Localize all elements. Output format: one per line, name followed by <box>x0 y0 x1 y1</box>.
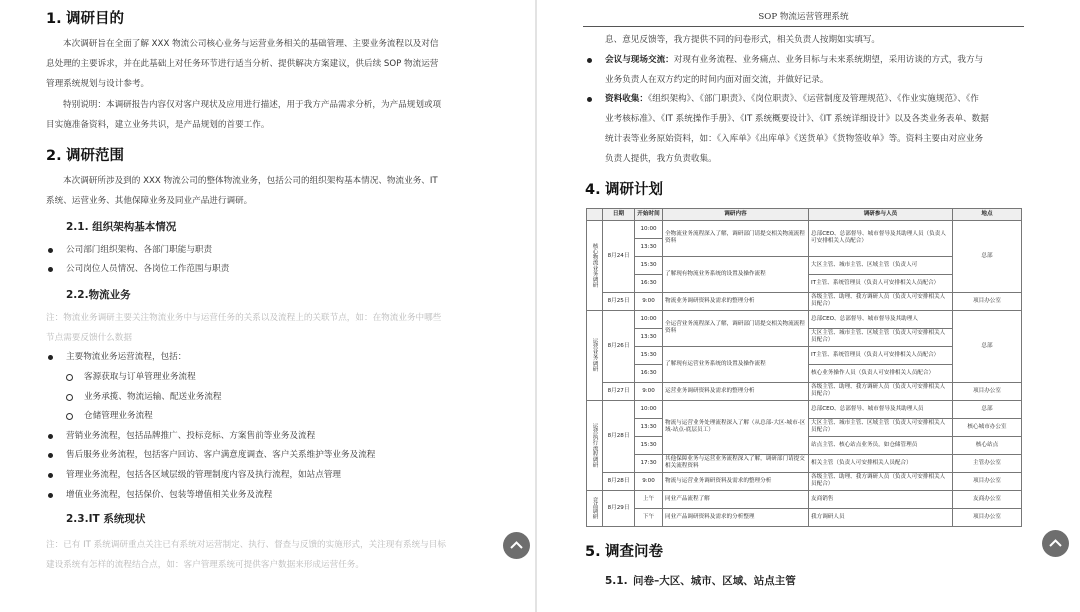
table-row: 竞品调研 8月29日 上午 同业产品流程了解 友商销售 友商办公室 <box>587 490 1022 508</box>
subsection-2-2-heading: 2.2.物流业务 <box>66 288 131 301</box>
table-row: 运营执行流程调研 8月28日 10:00 物流与运营业务处理流程深入了解（从总部-大区-城市-区域-站点-底层员工） 总部CEO、总部督导、城市督导及其助理人员 总部 <box>587 400 1022 418</box>
scroll-top-button-left[interactable] <box>503 532 530 559</box>
list-item: 资料收集：《组织架构》、《部门职责》、《岗位职责》、《运营制度及管理规范》、《作业实施规范》、《作 业考核标准》、《IT 系统操作手册》、《IT 系统概要设计》、《IT 系统详细设计》以及各类业务表单、数据 统计表等业务原始资料，如：《入库单》《出库单》《送货单》《货物签收单》等。资料主要由对应业务 负责人提供，我方负责收集。 <box>585 90 1024 169</box>
group-label: 运营业务调研 <box>587 310 603 400</box>
right-page <box>537 0 1080 612</box>
bullet-icon <box>48 453 53 458</box>
chevron-up-icon <box>1048 536 1063 551</box>
text-line: 业考核标准》、《IT 系统操作手册》、《IT 系统概要设计》、《IT 系统详细设计》以及各类业务表单、数据 <box>605 114 989 125</box>
subsection-5-1-heading: 5.1. 问卷–大区、城市、区域、站点主管 <box>605 574 796 587</box>
section-2-heading <box>46 145 487 167</box>
section-4-heading <box>585 179 1024 201</box>
text-line: 息处理的主要诉求，并在此基础上对任务环节进行适当分析、提供解决方案建议，供后续 SOP 物流运营 <box>46 58 439 69</box>
section-title: 调查问卷 <box>605 543 663 560</box>
scroll-top-button-right[interactable] <box>1042 530 1069 557</box>
list-item: 管理业务流程，包括各区域层级的管理制度内容及执行流程，如站点管理 <box>46 466 487 486</box>
bullet-icon <box>48 267 53 272</box>
table-row: 15:30 了解现有运营业务系统的设置及操作流程 IT主管、系统管理员（负责人可安排相关人员配合） <box>587 346 1022 364</box>
list-item: 会议与现场交流：对现有业务流程、业务痛点、业务目标与未来系统期望，采用访谈的方式，我方与 业务负责人在双方约定的时间内面对面交流，并做好记录。 <box>585 51 1024 91</box>
bullet-icon <box>48 473 53 478</box>
paragraph <box>46 35 487 94</box>
bullet-icon <box>587 97 592 102</box>
table-row: 15:30 站点主管、核心站点业务员，如仓储管理员 核心站点 <box>587 436 1022 454</box>
section-number: 2. <box>46 147 62 164</box>
group-label: 核心物流业务调研 <box>587 220 603 310</box>
table-row: 16:30 IT主管、系统管理员（负责人可安排相关人员配合） <box>587 274 1022 292</box>
section-title: 调研范围 <box>66 147 124 164</box>
text-line: 本次调研旨在全面了解 XXX 物流公司核心业务与运营业务相关的基础管理、主要业务流程以及对信 <box>63 39 439 49</box>
group-label: 竞品调研 <box>587 490 603 526</box>
paragraph <box>585 31 1024 51</box>
list-item: 主要物流业务运营流程，包括： <box>46 348 487 368</box>
chevron-up-icon <box>509 538 524 553</box>
left-page <box>0 0 535 612</box>
section-number: 1. <box>46 11 62 27</box>
section-number: 5. <box>585 543 601 560</box>
table-row: 运营业务调研 8月26日 10:00 全运营业务流程深入了解，调研部门请提交相关物流流程资料 总部CEO、总部督导、城市督导及其助理人 总部 <box>587 310 1022 328</box>
research-plan-table <box>586 208 1022 527</box>
table-row: 15:30 了解现有物流业务系统的设置及操作流程 大区主管、城市主管、区域主管（负责人可 <box>587 256 1022 274</box>
text-line: 本次调研所涉及到的 XXX 物流公司的整体物流业务，包括公司的组织架构基本情况、物流业务、IT <box>63 175 438 186</box>
text-line: 系统、运营业务、其他保障业务及同业产品进行调研。 <box>46 195 253 206</box>
section-title: 调研目的 <box>66 11 124 27</box>
table-row: 13:30 大区主管、城市主管、区域主管（负责人可安排相关人员配合） 核心城市办公室 <box>587 418 1022 436</box>
table-row: 17:30 其他保障业务与运营业务流程深入了解，调研部门请提交相关流程资料 相关主管（负责人可安排相关人员配合） 主管办公室 <box>587 454 1022 472</box>
list-item: 增值业务流程，包括保价、包装等增值相关业务及流程 <box>46 486 487 506</box>
text-line: 建设系统有怎样的流程结合点，如：客户管理系统可提供客户数据来形成运营任务。 <box>46 559 364 570</box>
bullet-icon <box>48 355 53 360</box>
section-5-heading <box>585 541 1024 563</box>
list-subitem: 客源获取与订单管理业务流程 <box>46 368 487 388</box>
table-header-row <box>587 208 1022 220</box>
bullet-icon <box>587 58 592 63</box>
paragraph <box>46 96 487 136</box>
table-row: 16:30 核心业务操作人员（负责人可安排相关人员配合） <box>587 364 1022 382</box>
column-header: 地点 <box>953 208 1022 220</box>
list-subitem: 业务承揽、物流运输、配送业务流程 <box>46 388 487 408</box>
section-1-heading <box>46 8 487 30</box>
text-line: 注：已有 IT 系统调研重点关注已有系统对运营制定、执行、督查与反馈的实施形式，关注现有系统与目标 <box>46 540 446 551</box>
column-header: 调研参与人员 <box>809 208 953 220</box>
paragraph <box>46 172 487 212</box>
circle-bullet-icon <box>66 394 73 401</box>
bullet-icon <box>48 248 53 253</box>
list-subitem: 仓储管理业务流程 <box>46 407 487 427</box>
text-line: 特别说明：本调研报告内容仅对客户现状及应用进行描述，用于我方产品需求分析，为产品规划或项 <box>63 100 442 111</box>
table-row: 8月28日 9:00 物流与运营业务调研资料及需求的整理分析 各级主管、助理、我方调研人员（负责人可安排相关人员配合） 项目办公室 <box>587 472 1022 490</box>
column-header: 开始时间 <box>635 208 663 220</box>
bullet-icon <box>48 434 53 439</box>
list-item: 公司部门组织架构、各部门职能与职责 <box>46 241 487 261</box>
table-row: 8月25日 9:00 物流业务调研资料及需求的整理分析 各级主管、助理、我方调研人员（负责人可安排相关人员配合） 项目办公室 <box>587 292 1022 310</box>
list-item: 公司岗位人员情况、各岗位工作范围与职责 <box>46 260 487 280</box>
note <box>46 309 487 349</box>
list-item: 营销业务流程，包括品牌推广、投标竞标、方案售前等业务及流程 <box>46 427 487 447</box>
table-row: 13:30 大区主管、城市主管、区域主管（负责人可安排相关人员配合） <box>587 328 1022 346</box>
table-row: 13:30 <box>587 238 1022 256</box>
table-row: 8月27日 9:00 运营业务调研资料及需求的整理分析 各级主管、助理、我方调研人员（负责人可安排相关人员配合） 项目办公室 <box>587 382 1022 400</box>
column-header: 调研内容 <box>663 208 809 220</box>
table-row: 下午 同业产品调研资料及需求的分析整理 我方调研人员 项目办公室 <box>587 508 1022 526</box>
section-number: 4. <box>585 181 601 198</box>
list-item: 售后服务业务流程，包括客户回访、客户满意度调查、客户关系维护等业务及流程 <box>46 446 487 466</box>
text-line: 管理系统规划与设计参考。 <box>46 78 150 89</box>
subsection-2-1-heading: 2.1. 组织架构基本情况 <box>66 220 177 233</box>
table-row: 核心物流业务调研 8月24日 10:00 全物流业务流程深入了解，调研部门请提交相关物流流程资料 总部CEO、总部督导、城市督导及其助理人员（负责人可安排相关人员配合） 总部 <box>587 220 1022 238</box>
text-line: 注：物流业务调研主要关注物流业务中与运营任务的关系以及流程上的关联节点，如：在物流业务中哪些 <box>46 312 442 323</box>
column-header: 日期 <box>603 208 635 220</box>
bullet-icon <box>48 493 53 498</box>
text-line: 目实施准备资料，建立业务共识，是产品规划的首要工作。 <box>46 120 270 131</box>
text-line: 负责人提供，我方负责收集。 <box>605 153 717 164</box>
circle-bullet-icon <box>66 374 73 381</box>
section-title: 调研计划 <box>605 181 663 198</box>
running-header: SOP 物流运营管理系统 <box>583 0 1024 27</box>
circle-bullet-icon <box>66 413 73 420</box>
text-line: 息、意见反馈等，我方提供不同的问卷形式，相关负责人按期如实填写。 <box>605 35 881 45</box>
subsection-2-3-heading: 2.3.IT 系统现状 <box>66 513 146 526</box>
text-line: 节点需要反馈什么数据 <box>46 332 132 343</box>
group-label: 运营执行流程调研 <box>587 400 603 490</box>
text-line: 统计表等业务原始资料，如：《入库单》《出库单》《送货单》《货物签收单》等。资料主要由对应业务 <box>605 133 984 144</box>
text-line: 业务负责人在双方约定的时间内面对面交流，并做好记录。 <box>605 74 829 85</box>
note <box>46 536 487 576</box>
